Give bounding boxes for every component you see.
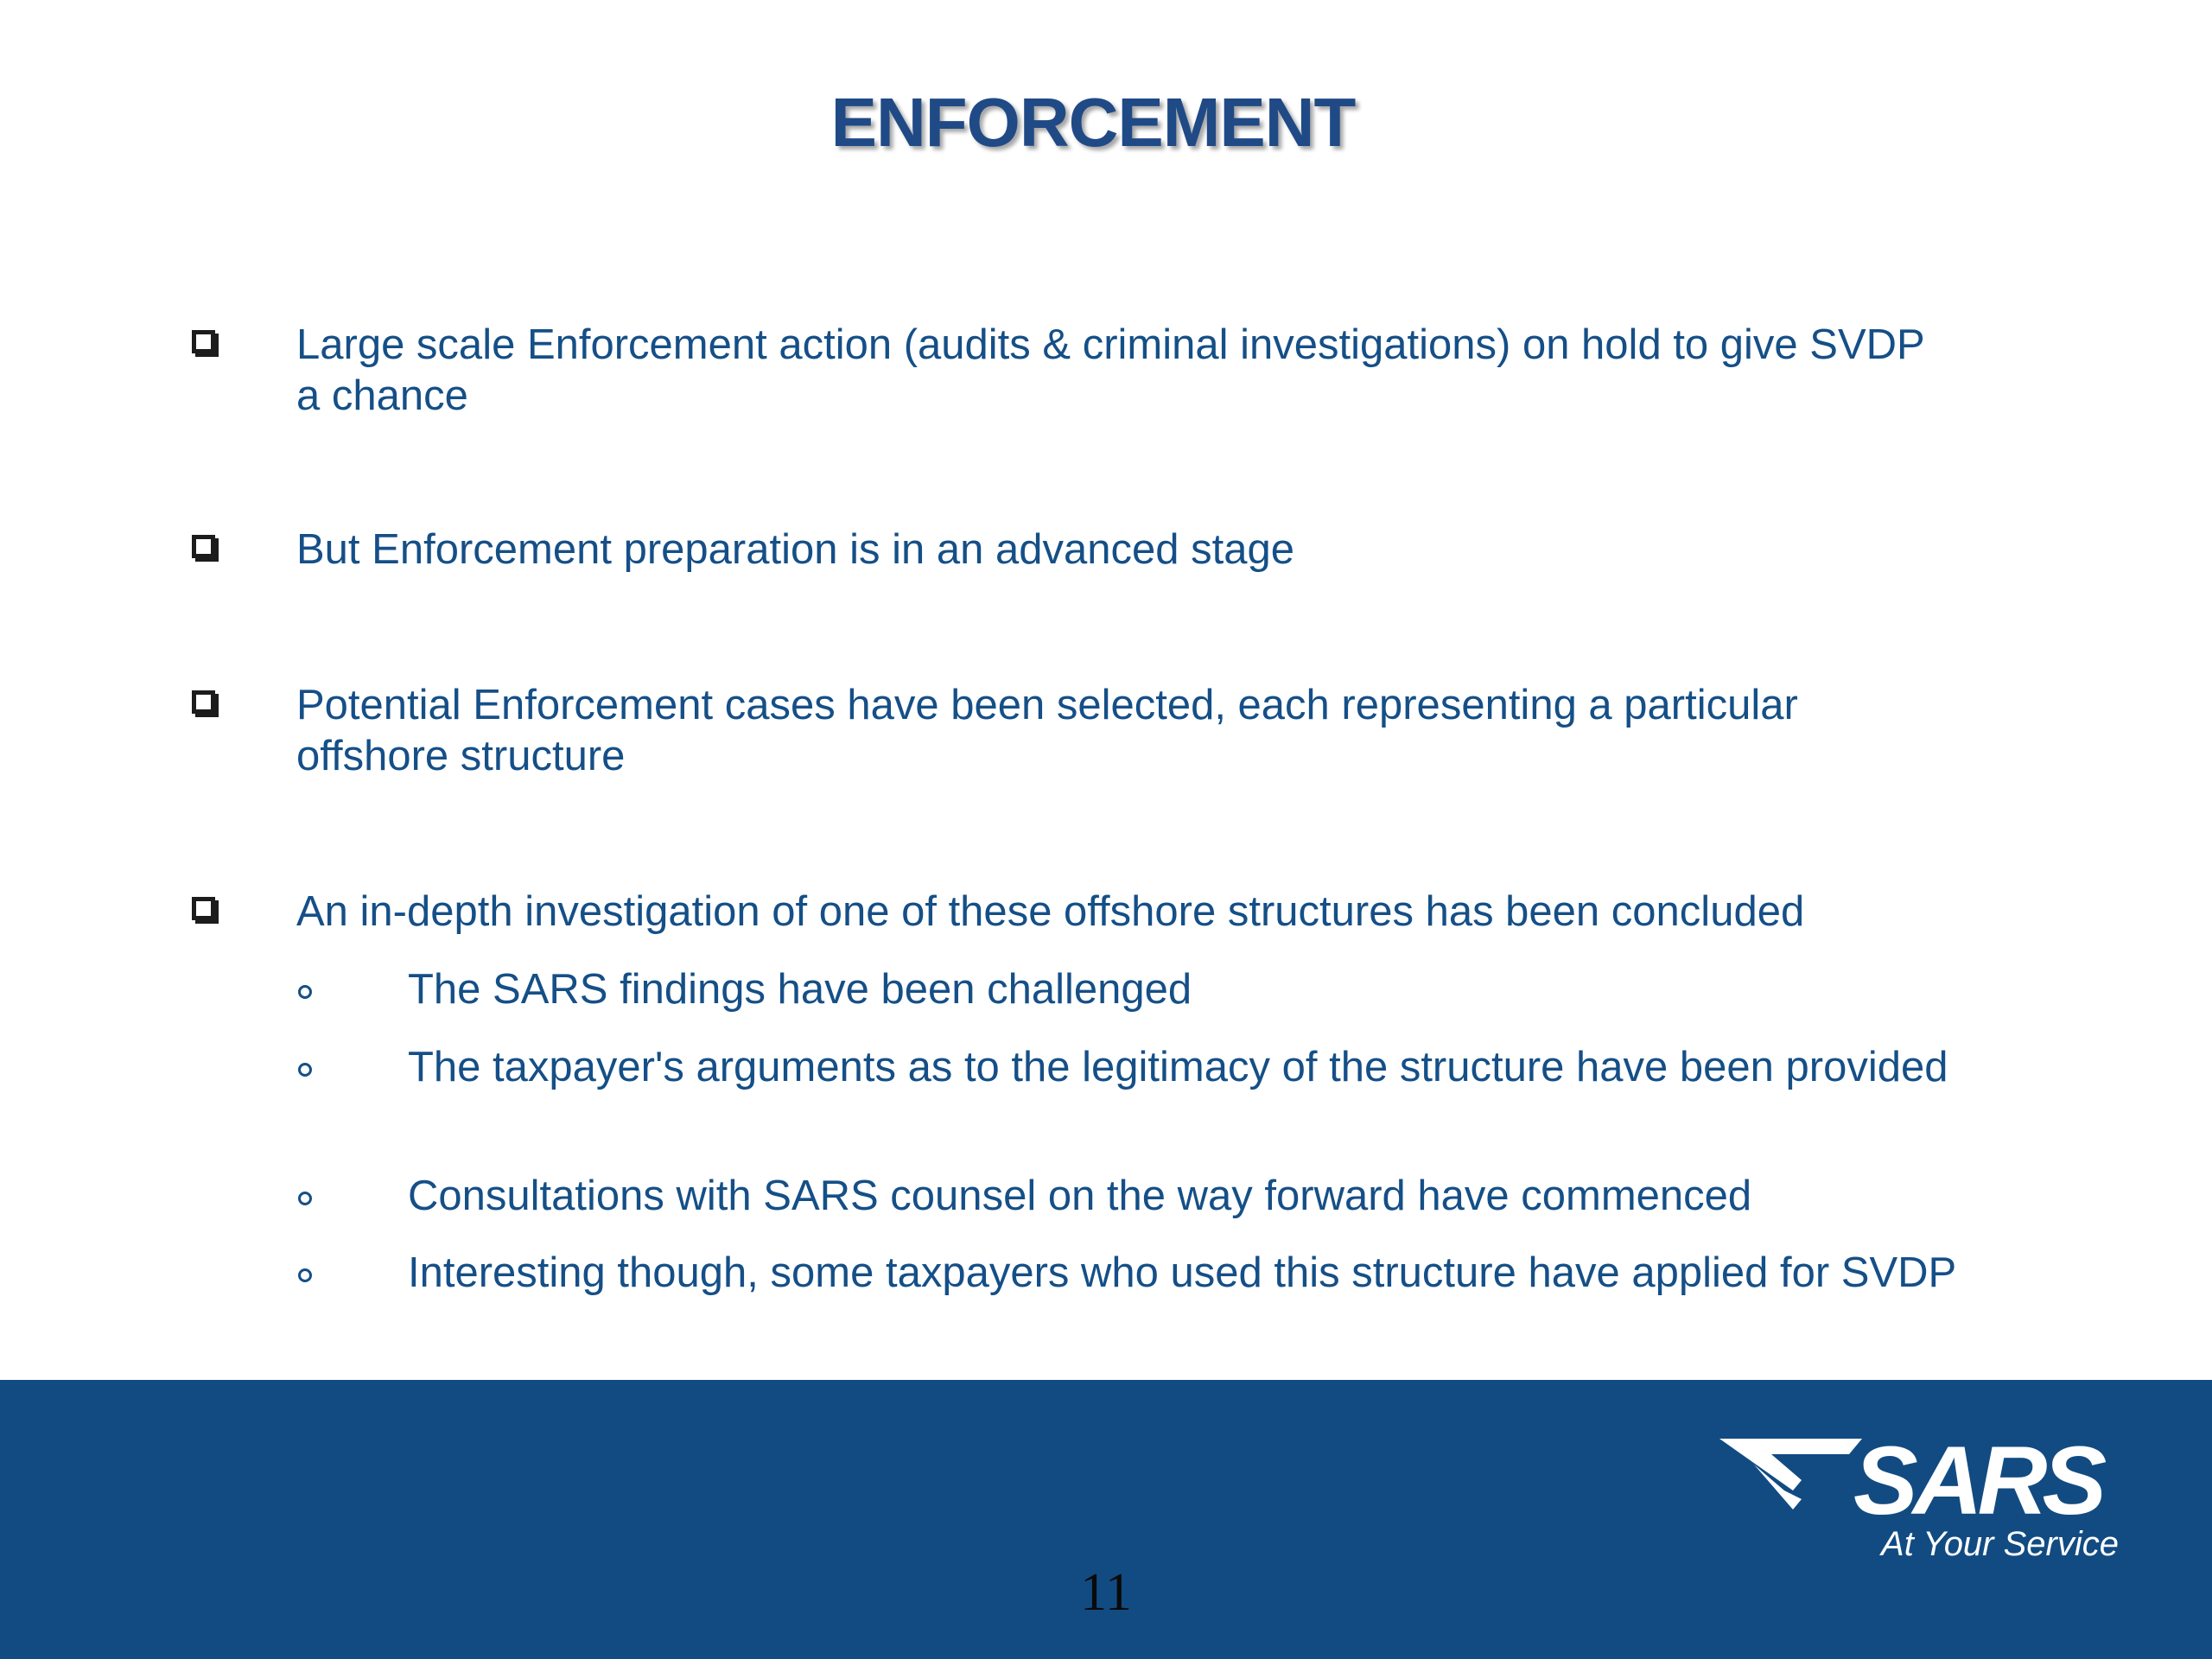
bullet-text: But Enforcement preparation is in an advanced stage	[296, 526, 1294, 573]
sub-bullet-text: Consultations with SARS counsel on the way forward have commenced	[408, 1173, 1752, 1219]
bullet-text: Potential Enforcement cases have been selected, each representing a particular offshore structure	[296, 682, 1798, 779]
slide-title: ENFORCEMENT	[830, 84, 1356, 161]
logo-wordmark: SARS	[1853, 1427, 2102, 1535]
sub-bullet-text: The taxpayer's arguments as to the legitimacy of the structure have been provided	[408, 1044, 1948, 1090]
sars-chevron-icon	[1719, 1430, 1866, 1525]
checkbox-bullet-icon	[192, 535, 215, 558]
checkbox-bullet-icon	[192, 330, 215, 353]
circle-bullet-icon	[298, 1063, 312, 1077]
sub-bullet-text: Interesting though, some taxpayers who used this structure have applied for SVDP	[408, 1249, 1957, 1296]
circle-bullet-icon	[298, 985, 312, 999]
sars-logo	[1719, 1427, 2126, 1568]
sub-bullet-text: The SARS findings have been challenged	[408, 966, 1192, 1013]
page-number: 11	[1080, 1563, 1132, 1622]
circle-bullet-icon	[298, 1268, 312, 1282]
bullet-text: An in-depth investigation of one of these offshore structures has been concluded	[296, 888, 1805, 935]
checkbox-bullet-icon	[192, 690, 215, 714]
bullet-text: Large scale Enforcement action (audits & criminal investigations) on hold to give SVDP a chance	[296, 321, 1924, 419]
checkbox-bullet-icon	[192, 897, 215, 920]
logo-tagline: At Your Service	[1881, 1525, 2119, 1563]
circle-bullet-icon	[298, 1192, 312, 1205]
